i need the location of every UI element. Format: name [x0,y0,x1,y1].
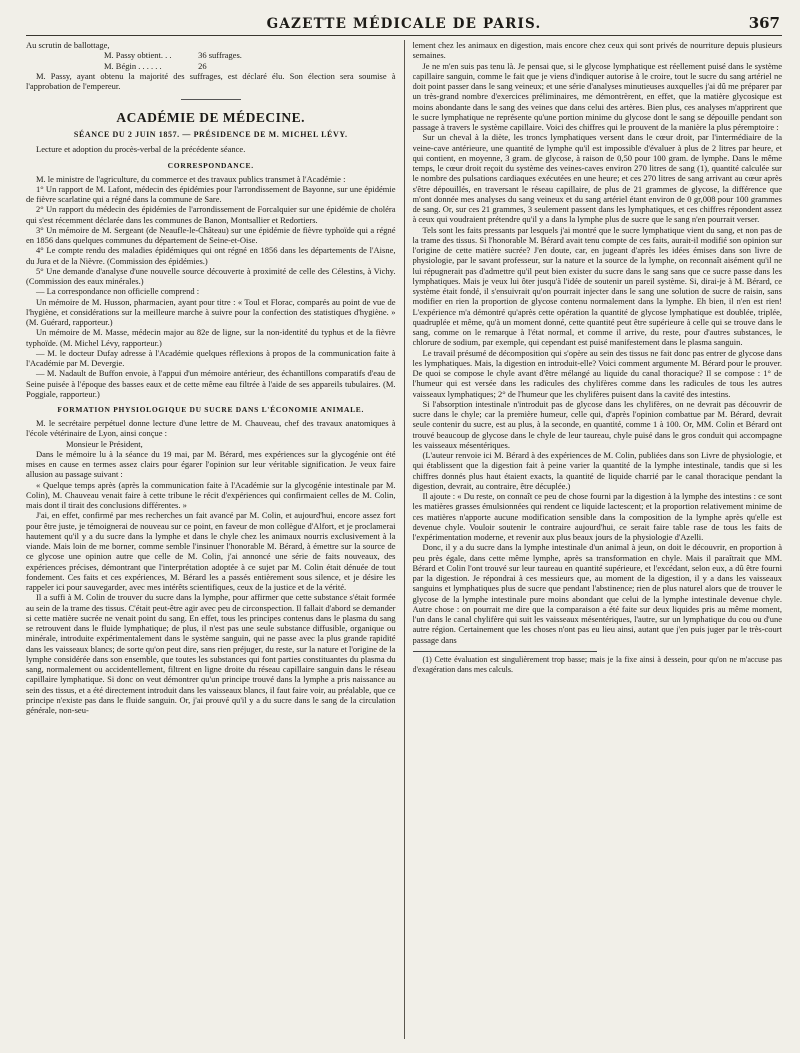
salutation: Monsieur le Président, [66,438,143,449]
running-head [26,10,782,36]
correspondence-intro: M. le ministre de l'agriculture, du commerce et des travaux publics transmet à l'Académie : [36,173,346,184]
nonofficial-item: Un mémoire de M. Husson, pharmacien, ayant pour titre : « Toul et Florac, comparés au point de vue de l'hygiène, et considérations sur la meilleure marche à suivre pour la confection des statistiques d'hygiène. » (M. Guérard, rapporteur.) [26,296,396,327]
correspondence-item: 1° Un rapport de M. Lafont, médecin des épidémies pour l'arrondissement de Bayonne, sur une épidémie de fièvre scarlatine qui a régné dans la commune de Sare. [26,183,396,204]
article-paragraph: Dans le mémoire lu à la séance du 19 mai, par M. Bérard, mes expériences sur la glycogénie ont été mises en cause en termes assez clairs pour égarer l'opinion sur leur véritable signification. Je veux faire allusion au passage suivant : [26,448,396,480]
left-column [26,40,396,1039]
correspondence-heading: CORRESPONDANCE. [167,160,254,170]
ballot-line [26,61,396,71]
nonofficial-item: Un mémoire de M. Masse, médecin major au 82e de ligne, sur la non-identité du typhus et de la fièvre typhoïde. (M. Michel Lévy, rapporteur.) [26,327,396,348]
correspondence-item: 4° Le compte rendu des maladies épidémiques qui ont régné en 1856 dans les départements de l'Aisne, du Jura et de la Nièvre. (Commission des épidémies.) [26,245,396,266]
ballot-result: 36 suffrages. [198,50,242,61]
article-heading: FORMATION PHYSIOLOGIQUE DU SUCRE DANS L'ÉCONOMIE ANIMALE. [57,405,365,414]
article-paragraph: Si l'absorption intestinale n'introduit pas de glycose dans les chylifères, on ne devrait pas découvrir de sucre dans le chyle; car la première humeur, celle qui, d'après l'opinion combattue par M. Bérard, devrait seule contenir du sucre, est au plus, à la seconde, en quantité, comme 1 à 100. Or, MM. Colin et Bérard ont trouvé beaucoup de glycose dans le chyle de leur taureau, chyle puisé dans le gros conduit qui accompagne les vaisseaux mésentériques. [412,398,782,450]
article-paragraph: Sur un cheval à la diète, les troncs lymphatiques versent dans le cœur droit, par l'intermédiaire de la veine-cave antérieure, une quantité de lymphe qu'il est impossible d'évaluer à plus de 2 litres par heure, et qui contient, en moyenne, 3 gram. de glycose, à raison de 0,50 pour 100 gram. de lymphe. Dans le même temps, le cœur droit reçoit du système des veines-caves environ 270 litres de sang (1), quantité calculée sur le nombre des pulsations cardiaques exécutées en une heure; et ces 270 litres de sang arrivant au cœur après s'être dépouillés, en traversant le réseau capillaire, de plus de 21 grammes de glycose, la différence que m'ont donnée mes analyses du sang veineux et du sang artériel étant environ de 0 gr,008 pour 100 grammes de sang. Or, sur ces 21 grammes, 3 seulement passent dans les lymphatiques, et ces chiffres répondent assez à ceux qui voudraient prétendre qu'il y a dans la lymphe plus de sucre que le sang n'en pourrait verser. [412,132,782,225]
right-column [413,40,783,1039]
minutes-line: Lecture et adoption du procès-verbal de la précédente séance. [36,144,246,155]
section-divider [181,99,241,100]
nonofficial-item: — M. Nadault de Buffon envoie, à l'appui d'un mémoire antérieur, des échantillons comparatifs d'eau de Seine puisée à l'époque des basses eaux et de cette même eau filtrée à l'aide de ses appareils tubulaires. (M. Poggiale, rapporteur.) [26,368,396,399]
footnote: (1) Cette évaluation est singulièrement trop basse; mais je la fixe ainsi à dessein, pour qu'on ne m'accuse pas d'exagération dans mes calculs. [412,654,782,674]
correspondence-item: 2° Un rapport du médecin des épidémies de l'arrondissement de Forcalquier sur une épidémie de choléra qui s'est récemment déclarée dans les communes de Banon, Montsallier et Redortiers. [26,204,396,225]
nonofficial-item: — M. le docteur Dufay adresse à l'Académie quelques réflexions à propos de la communication faite à l'Académie par M. Devergie. [26,347,396,368]
ballot-line [26,50,396,60]
correspondence-item: 3° Un mémoire de M. Sergeant (de Neaufle-le-Château) sur une épidémie de fièvre typhoïde qui a régné en 1856 dans quelques communes du département de Seine-et-Oise. [26,224,396,245]
ballot-candidate: M. Passy obtient. . . [104,50,172,61]
correspondence-item: 5° Une demande d'analyse d'une nouvelle source découverte à proximité de celle des Célestins, à Vichy. (Commission des eaux minérales.) [26,265,396,286]
nonofficial-intro: — La correspondance non officielle comprend : [36,286,200,297]
ballot-result: 26 [198,60,207,71]
article-paragraph: Tels sont les faits pressants par lesquels j'ai montré que le sucre lymphatique vient du sang, et non pas de la trame des tissus. Si l'honorable M. Bérard avait tenu compte de ces faits, aurait-il modifié son opinion sur l'origine de cette matière sucrée? J'en doute, car, en jugeant d'après les idées émises dans son livre de physiologie, par le savant professeur, sur la nature et la source de la lymphe, on reconnaît aisément qu'il ne lui répugnerait pas d'admettre qu'il peut bien exister du sucre dans le sang sans que ce sucre passe dans les lymphatiques. Mais je veux lui ôter jusqu'à l'idée de soutenir un pareil système. Si, dirai-je à M. Bérard, ce système était fondé, il s'ensuivrait qu'on pourrait injecter dans le sang une solution de sucre de raisin, sans modifier en rien la proportion de glycose contenu normalement dans la lymphe. Eh bien, il n'en est rien! L'expérience m'a démontré qu'après cette opération la quantité de glycose lymphatique est doublée, triplée, quadruplée et même, qu'à un moment donné, cette quantité peut être supérieure à celle qui se trouve dans le sang, comme on le remarque à l'état normal, et comme il arrive, du reste, pour d'autres substances, le chlorure de sodium, par exemple, qui cependant est puisé manifestement dans le plasma sanguin. [412,224,782,348]
article-paragraph: lement chez les animaux en digestion, mais encore chez ceux qui sont privés de nourriture depuis plusieurs semaines. [412,40,782,61]
article-columns [26,40,782,1039]
journal-title: GAZETTE MÉDICALE DE PARIS. [266,16,542,32]
article-paragraph: Il ajoute : « Du reste, on connaît ce peu de chose fourni par la digestion à la lymphe des intestins : ce sont les matières grasses émulsionnées qui rendent ce liquide lactescent; et la proportion relativement minime de ces matières n'apporte aucune modification sensible dans la composition de la lymphe après qu'elle est devenue chyle. Vouloir soutenir le contraire aujourd'hui, ce serait faire table rase de tous les faits de l'expérimentation moderne, et revenir aux plus beaux jours de la physiologie d'Azelli. [412,491,782,542]
article-paragraph: Je ne m'en suis pas tenu là. Je pensai que, si le glycose lymphatique est réellement puisé dans le système capillaire sanguin, comme le fait que je viens d'indiquer autorise à le croire, tout le sucre du sang artériel ne doit point passer dans le sang veineux; et une série d'analyses minutieuses auxquelles j'ai dû me préparer par un très-grand nombre d'exercices préliminaires, me démontrèrent, en effet, que la matière glycosique est moins abondante dans le sang des veines que dans celui des artères. Bien plus, ces analyses m'apprirent que le sucre lymphatique ne représente qu'une portion minime du glycose dont le sang se dépouille pendant son passage à travers le système capillaire. Voici des chiffres qui le prouvent de la manière la plus péremptoire : [412,60,782,132]
ballot-candidate: M. Bégin . . . . . . [104,60,162,71]
ballot-intro: Au scrutin de ballottage, [26,40,110,50]
footnote-rule [413,651,598,652]
column-divider [404,40,405,1039]
article-paragraph: Il a suffi à M. Colin de trouver du sucre dans la lymphe, pour affirmer que cette substance s'était formée au sein de la trame des tissus. C'était peut-être agir avec peu de circonspection. Il fallait d'abord se demander si cette matière sucrée ne venait point du sang. En effet, tous les principes contenus dans le plasma du sang se retrouvent dans le fluide lymphatique; de plus, il n'est pas une seule substance diffusible, organique ou minérale, introduite expérimentalement dans le système sanguin, qui ne passe avec la plus grande rapidité dans les vaisseaux blancs; de sorte qu'on peut dire, sans rien préjuger, du reste, sur la nature et l'origine de la lymphe considérée dans son ensemble, que toutes les substances qui font parties constituantes du plasma du sang, normalement ou accidentellement, filtrent en ligne droite du réseau capillaire sanguin dans le réseau capillaire lymphatique. Si donc on veut démontrer qu'un principe trouvé dans la lymphe a pris naissance au sein des tissus, et a été directement introduit dans les vaisseaux blancs, il faut faire voir, au préalable, que ce principe n'existe pas dans le fluide sanguin. Or, j'ai prouvé qu'il y a du sucre dans le sang de la circulation générale, non-seu- [26,592,396,715]
article-paragraph: Le travail présumé de décomposition qui s'opère au sein des tissus ne fait donc pas entrer de glycose dans les lymphatiques. Mais, la digestion en introduit-elle? Voici comment argumente M. Bérard pour le prouver. De quoi se compose le chyle avant d'être mélangé au liquide du canal thoracique? Il se compose : 1° de l'humeur qui est versée dans les radicules des chylifères comme dans les radicules de tous les autres vaisseaux lymphatiques; 2° de l'humeur que les chylifères puisent dans la cavité des intestins. [412,347,782,399]
editorial-note: (L'auteur renvoie ici M. Bérard à des expériences de M. Colin, publiées dans son Livre de physiologie, et qui établissent que la digestion fait à peine varier la quantité de la lymphe intestinale, tandis que si les chiffres donnés plus haut étaient exacts, la quantité de liquide charrié par le canal thoracique pendant la digestion, devrait, au contraire, être décuplée.) [412,450,782,491]
article-intro: M. le secrétaire perpétuel donne lecture d'une lettre de M. Chauveau, chef des travaux anatomiques à l'école vétérinaire de Lyon, ainsi conçue : [26,418,396,439]
section-title: ACADÉMIE DE MÉDECINE. [116,110,306,126]
session-line: SÉANCE DU 2 JUIN 1857. — PRÉSIDENCE DE M. MICHEL LÉVY. [73,130,348,140]
article-paragraph: Donc, il y a du sucre dans la lymphe intestinale d'un animal à jeun, on doit le découvrir, en proportion à peu près égale, dans cette même lymphe, après sa transformation en chyle. Mais il paraîtrait que MM. Bérard et Colin l'ont trouvé sur leur taureau en quantité supérieure, et l'excédant, selon eux, a dû être fourni par la digestion. Je répondrai à ces messieurs que, au moment de la digestion, il y a dans les vaisseaux sanguins et lymphatiques plus de sucre que pendant l'abstinence; rien de plus naturel alors que de trouver le glycose de la lymphe intestinale pure moins abondant que celui de la lymphe intestinale devenue chyle. Autre chose : on pourrait me dire que la comparaison a été faite sur deux liquides pris au même moment, l'un dans le canal chylifère qui suit les vaisseaux mésentériques, l'autre, sur un lymphatique du cou ou d'une autre région. Certainement que les choses n'ont pas eu lieu ainsi, autant que j'en puis juger par le très-court passage dans [412,542,782,645]
quoted-passage: « Quelque temps après (après la communication faite à l'Académie sur la glycogénie intestinale par M. Colin), M. Chauveau venait faire à cette tribune le récit d'expériences qui confirmaient celles de M. Colin, mais dont il tirait des conclusions différentes. » [26,479,396,510]
page-number: 367 [748,14,780,32]
article-paragraph: J'ai, en effet, confirmé par mes recherches un fait avancé par M. Colin, et aujourd'hui, encore assez fort pour être juste, je témoignerai de nouveau sur ce point, en faveur de mon collègue d'Alfort, et je proclamerai hautement qu'il y a du sucre dans la lymphe et dans le chyle chez les animaux nourris exclusivement à la viande. Mais loin de me borner, comme semble l'insinuer l'honorable M. Bérard, à émettre sur la source de ce glycose une opinion autre que celle de M. Colin, j'ai annoncé une série de faits nouveaux, des expériences précises, démontrant que l'interprétation adoptée à ce sujet par M. Colin était dénuée de tout fondement. Ces faits et ces expériences, M. Bérard les a passés entièrement sous silence, et je désire les rappeler ici pour sauvegarder, avec mes intérêts scientifiques, ceux de la justice et de la vérité. [26,510,396,592]
ballot-result-paragraph: M. Passy, ayant obtenu la majorité des suffrages, est déclaré élu. Son élection sera soumise à l'approbation de l'empereur. [26,70,396,91]
